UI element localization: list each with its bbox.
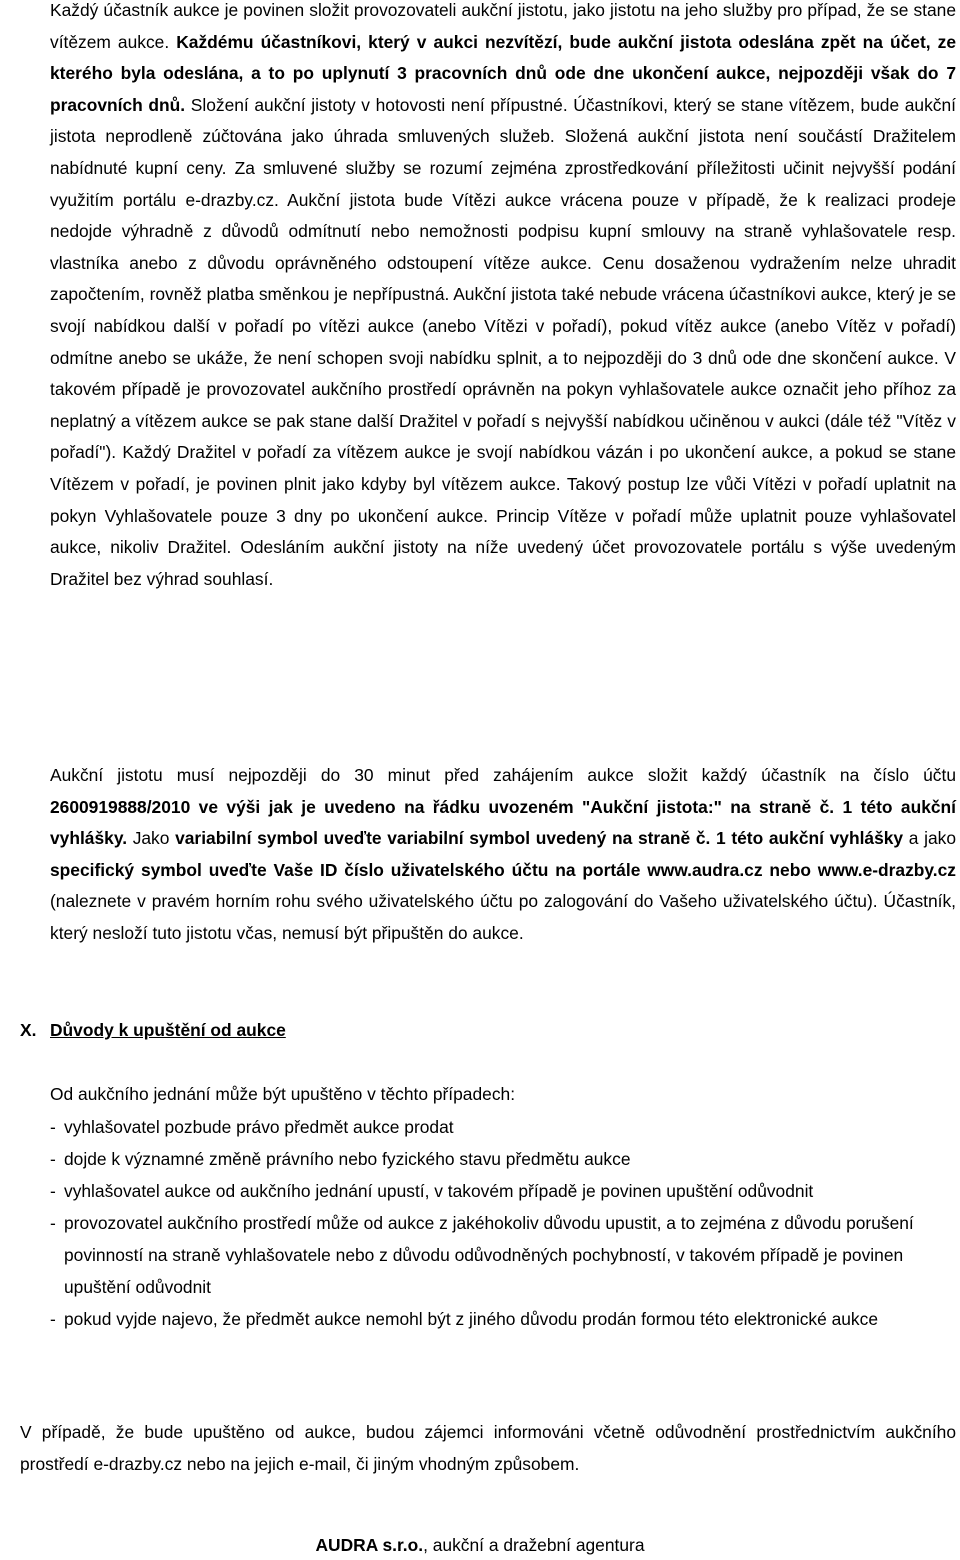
list-item [50, 1143, 930, 1175]
section-title: Důvody k upuštění od aukce [50, 1020, 286, 1040]
reasons-intro: Od aukčního jednání může být upuštěno v těchto případech: [50, 1084, 516, 1104]
list-item-text: vyhlašovatel aukce od aukčního jednání upustí, v takovém případě je povinen upuštění odůvodnit [64, 1181, 814, 1201]
payment-note-text: (naleznete v pravém horním rohu svého uživatelského účtu po zalogování do Vašeho uživatelského účtu). Účastník, který nesloží tuto jistotu včas, nemusí být připuštěn do aukce. [50, 891, 956, 943]
footer-company: AUDRA s.r.o. [315, 1535, 424, 1555]
list-dash: - [50, 1117, 56, 1137]
variable-symbol-bold-text: variabilní symbol uveďte variabilní symbol uvedený na straně č. 1 této aukční vyhlášky [175, 828, 904, 849]
payment-connector-text-2: a jako [903, 828, 956, 849]
deposit-refund-bold-text: Každému účastníkovi, který v aukci nezvítězí, bude aukční jistota odeslána zpět na účet, ze kterého byla odeslána, a to po uplynutí 3 pracovních dnů ode dne ukončení aukce, nejpozději však do 7 pracovních dnů. [50, 31, 956, 115]
list-item [50, 1303, 930, 1335]
list-item [50, 1111, 930, 1143]
deposit-intro-text: Každý účastník aukce je povinen složit provozovateli aukční jistotu, jako jistotu na jeho služby pro případ, že se stane vítězem aukce. [50, 0, 956, 52]
list-item-text: dojde k významné změně právního nebo fyzického stavu předmětu aukce [64, 1149, 631, 1169]
list-dash: - [50, 1181, 56, 1201]
deposit-rules-text: Složení aukční jistoty v hotovosti není přípustné. Účastníkovi, který se stane vítězem, bude aukční jistota neprodleně zúčtována jako úhrada smluvených služeb. Složená aukční jistota není součástí Dražitelem nabídnuté kupní ceny. Za smluvené služby se rozumí zejména zprostředkování příležitosti učinit nejvyšší podání využitím portálu e-drazby.cz. Aukční jistota bude Vítězi aukce vrácena pouze v případě, že k realizaci prodeje nedojde výhradně z důvodů odmítnutí nebo nemožnosti podpisu kupní smlouvy na straně vyhlašovatele resp. vlastníka anebo z důvodu oprávněného odstoupení vítěze aukce. Cenu dosaženou vydražením nelze uhradit započtením, rovněž platba směnkou je nepřípustná. Aukční jistota také nebude vrácena účastníkovi aukce, který je se svojí nabídkou další v pořadí po vítězi aukce (anebo Vítězi v pořadí), pokud vítěz aukce (anebo Vítěz v pořadí) odmítne anebo se ukáže, že není schopen svoji nabídku splnit, a to nejpozději do 3 dnů ode dne skončení aukce. V takovém případě je provozovatel aukčního prostředí oprávněn na pokyn vyhlašovatele aukce označit jeho příhoz za neplatný a vítězem aukce se pak stane další Dražitel v pořadí s nejvyšší nabídkou učiněnou v aukci (dále též "Vítěz v pořadí"). Každý Dražitel v pořadí za vítězem aukce je svojí nabídkou vázán i po ukončení aukce, a pokud se stane Vítězem v pořadí, je povinen plnit jako kdyby byl vítězem aukce. Takový postup lze vůči Vítězi v pořadí uplatnit na pokyn Vyhlašovatele pouze 3 dny po ukončení aukce. Princip Vítěze v pořadí může uplatnit pouze vyhlašovatel aukce, nikoliv Dražitel. Odesláním aukční jistoty na níže uvedený účet provozovatele portálu s výše uvedeným Dražitel bez výhrad souhlasí. [50, 94, 957, 589]
payment-intro-text: Aukční jistotu musí nejpozději do 30 minut před zahájením aukce složit každý účastník na číslo účtu [50, 765, 956, 785]
list-item [50, 1175, 930, 1207]
auction-deposit-paragraph [50, 0, 956, 595]
cancellation-reasons [50, 1078, 930, 1335]
list-item-text: provozovatel aukčního prostředí může od aukce z jakéhokoliv důvodu upustit, a to zejména z důvodu porušení povinností na straně vyhlašovatele nebo z důvodu odůvodněných pochybností, v takovém případě je povinen upuštění odůvodnit [64, 1213, 914, 1297]
list-item-text: pokud vyjde najevo, že předmět aukce nemohl být z jiného důvodu prodán formou této elektronické aukce [64, 1309, 878, 1329]
list-dash: - [50, 1309, 56, 1329]
page-footer [0, 1530, 960, 1560]
reasons-list [50, 1111, 930, 1335]
notification-paragraph: V případě, že bude upuštěno od aukce, budou zájemci informováni včetně odůvodnění prostřednictvím aukčního prostředí e-drazby.cz nebo na jejich e-mail, či jiným vhodným způsobem. [20, 1422, 956, 1474]
list-dash: - [50, 1149, 56, 1169]
account-number-bold-text: 2600919888/2010 ve výši jak je uvedeno na řádku uvozeném "Aukční jistota:" na straně č. 1 této aukční vyhlášky. [50, 796, 956, 849]
specific-symbol-bold-text: specifický symbol uveďte Vaše ID číslo uživatelského účtu na portále www.audra.cz nebo www.e-drazby.cz [50, 859, 956, 880]
section-number: X. [20, 1020, 37, 1040]
payment-connector-text: Jako [127, 828, 176, 849]
list-dash: - [50, 1213, 56, 1233]
deposit-payment-paragraph [50, 760, 956, 950]
list-item [50, 1207, 930, 1303]
list-item-text: vyhlašovatel pozbude právo předmět aukce prodat [64, 1117, 454, 1137]
footer-tagline: , aukční a dražební agentura [423, 1535, 645, 1555]
